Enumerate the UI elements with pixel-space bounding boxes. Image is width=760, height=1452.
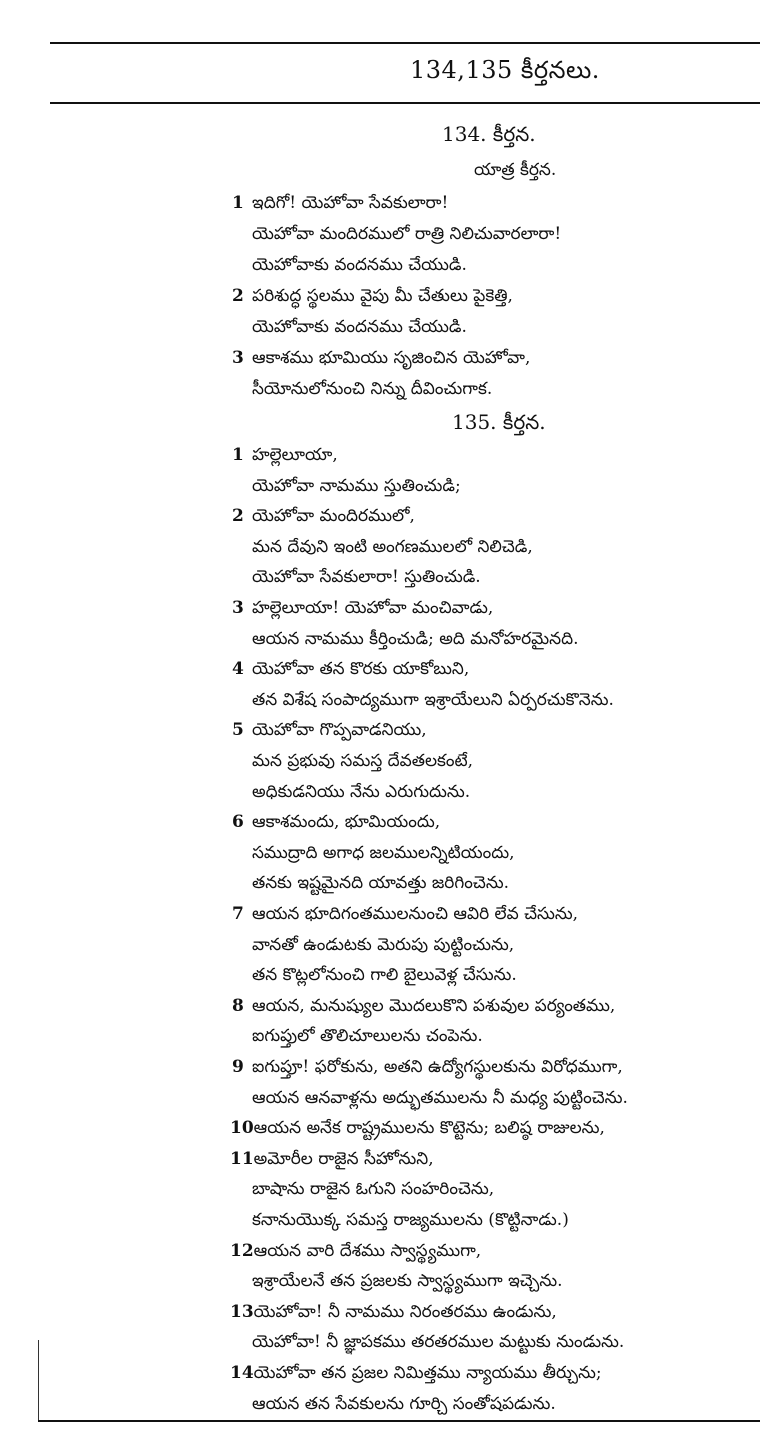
verse-number: 1 xyxy=(232,445,244,465)
header-rule xyxy=(50,102,760,104)
verse-line xyxy=(252,1087,628,1109)
verse-line xyxy=(232,444,338,466)
verse-number: 13 xyxy=(230,1301,254,1322)
verse-text: ఆయన భూదిగంతములనుంచి ఆవిరి లేవ చేసును, xyxy=(252,904,579,924)
verse-number: 1 xyxy=(232,193,244,213)
verse-text: యెహోవా నామము స్తుతించుడి; xyxy=(252,475,461,496)
verse-line xyxy=(252,781,470,803)
verse-line xyxy=(252,934,514,956)
verse-line xyxy=(252,254,467,276)
verse-line xyxy=(252,378,492,400)
verse-text: ఐగుప్తూ! ఫరోకును, అతని ఉద్యోగస్థులకును విరోధముగా, xyxy=(252,1057,623,1077)
verse-line xyxy=(252,223,561,245)
margin-line xyxy=(38,1340,39,1422)
verse-number: 7 xyxy=(232,904,244,924)
verse-text: ఆయన అనేక రాష్ట్రములను కొట్టెను; బలిష్ఠ రాజులను, xyxy=(253,1118,605,1139)
verse-line xyxy=(252,842,515,864)
verse-number: 5 xyxy=(232,720,244,741)
verse-text: సీయోనులోనుంచి నిన్ను దీవించుగాక. xyxy=(252,379,493,399)
psalm-135-heading: 135. కీర్తన. xyxy=(452,410,546,434)
verse-line xyxy=(232,903,578,925)
verse-line xyxy=(232,505,415,527)
verse-text: హల్లెలూయా! యెహోవా మంచివాడు, xyxy=(252,598,494,618)
verse-text: సముద్రాది అగాధ జలములన్నిటియందు, xyxy=(252,842,515,863)
verse-number: 11 xyxy=(230,1148,254,1169)
verse-text: ఐగుప్తులో తొలిచూలులను చంపెను. xyxy=(252,1026,483,1047)
verse-number: 3 xyxy=(232,348,244,368)
verse-line xyxy=(252,1270,563,1292)
verse-line xyxy=(232,285,513,307)
verse-number: 8 xyxy=(232,995,244,1016)
verse-line xyxy=(252,1025,483,1047)
verse-text: కనానుయొక్క సమస్త రాజ్యములను (కొట్టినాడు.) xyxy=(252,1210,569,1230)
verse-text: బాషాను రాజైన ఓగుని సంహరించెను, xyxy=(252,1179,495,1200)
verse-number: 12 xyxy=(230,1240,254,1261)
psalm-134-heading: 134. కీర్తన. xyxy=(442,122,536,146)
verse-text: హల్లెలూయా, xyxy=(252,445,338,465)
verse-number: 6 xyxy=(232,812,244,833)
verse-line xyxy=(252,872,509,894)
verse-line xyxy=(230,1301,557,1323)
verse-line xyxy=(252,1209,569,1231)
verse-text: ఆయన వారి దేశము స్వాస్థ్యముగా, xyxy=(253,1240,482,1261)
verse-line xyxy=(232,1056,623,1078)
verse-line xyxy=(232,347,530,369)
verse-number: 9 xyxy=(232,1057,244,1077)
verse-line xyxy=(252,1393,556,1415)
verse-line xyxy=(252,566,481,588)
verse-text: ఆకాశము భూమియు సృజించిన యెహోవా, xyxy=(252,348,531,368)
verse-line xyxy=(252,1178,494,1200)
verse-text: ఆయన ఆనవాళ్లను అద్భుతములను నీ మధ్య పుట్టించెను. xyxy=(252,1087,628,1108)
verse-text: యెహోవా! నీ జ్ఞాపకము తరతరముల మట్టుకు నుండును. xyxy=(252,1332,625,1353)
verse-line xyxy=(232,995,615,1017)
verse-text: అధికుడనియు నేను ఎరుగుదును. xyxy=(252,781,471,802)
verse-text: యెహోవా మందిరములో, xyxy=(252,506,415,527)
verse-text: తన కొట్లలోనుంచి గాలి బైలువెళ్ల చేసును. xyxy=(252,965,517,986)
verse-line xyxy=(252,628,578,650)
verse-number: 2 xyxy=(232,286,244,306)
bottom-rule xyxy=(38,1420,760,1422)
top-rule xyxy=(50,42,760,44)
verse-text: వానతో ఉండుటకు మెరుపు పుట్టించును, xyxy=(252,934,515,955)
verse-text: ఆయన, మనుష్యుల మొదలుకొని పశువుల పర్యంతము, xyxy=(252,995,616,1016)
verse-line xyxy=(252,1331,624,1353)
verse-line xyxy=(232,597,493,619)
verse-text: తన విశేష సంపాద్యముగా ఇశ్రాయేలుని ఏర్పరచుకొనెను. xyxy=(252,689,614,710)
verse-text: తనకు ఇష్టమైనది యావత్తు జరిగించెను. xyxy=(252,873,510,894)
verse-line xyxy=(252,475,461,497)
verse-number: 4 xyxy=(232,659,244,680)
running-header: 134,135 కీర్తనలు. xyxy=(410,56,600,84)
verse-text: యెహోవా తన ప్రజల నిమిత్తము న్యాయము తీర్చును; xyxy=(253,1363,602,1383)
verse-line xyxy=(252,536,533,558)
verse-line xyxy=(230,1240,481,1262)
verse-text: ఆకాశమందు, భూమియందు, xyxy=(252,812,441,833)
verse-text: యెహోవాకు వందనము చేయుడి. xyxy=(252,317,467,337)
verse-line xyxy=(230,1117,605,1139)
verse-text: ఆయన నామము కీర్తించుడి; అది మనోహరమైనది. xyxy=(252,628,579,649)
verse-text: ఇదిగో! యెహోవా సేవకులారా! xyxy=(252,193,449,213)
verse-line xyxy=(252,964,517,986)
psalm-134-subtitle: యాత్ర కీర్తన. xyxy=(474,160,557,180)
verse-number: 2 xyxy=(232,506,244,527)
verse-text: యెహోవా మందిరములో రాత్రి నిలిచువారలారా! xyxy=(252,224,562,244)
verse-number: 3 xyxy=(232,598,244,618)
verse-number: 10 xyxy=(230,1118,254,1139)
verse-text: యెహోవాకు వందనము చేయుడి. xyxy=(252,255,467,275)
verse-line xyxy=(252,316,467,338)
verse-line xyxy=(230,1148,434,1170)
verse-text: యెహోవా తన కొరకు యాకోబుని, xyxy=(252,659,470,680)
verse-line xyxy=(232,658,469,680)
verse-text: పరిశుద్ధ స్థలము వైపు మీ చేతులు పైకెత్తి, xyxy=(252,286,513,306)
verse-line xyxy=(232,192,448,214)
verse-text: యెహోవా గొప్పవాడనియు, xyxy=(252,720,427,741)
verse-line xyxy=(232,811,440,833)
verse-text: మన ప్రభువు సమస్త దేవతలకంటే, xyxy=(252,751,474,771)
verse-line xyxy=(252,689,614,711)
verse-line xyxy=(232,719,427,741)
verse-text: యెహోవా! నీ నామము నిరంతరము ఉండును, xyxy=(253,1301,557,1322)
verse-number: 14 xyxy=(230,1363,254,1383)
verse-text: ఇశ్రాయేలనే తన ప్రజలకు స్వాస్థ్యముగా ఇచ్చెను. xyxy=(252,1271,563,1292)
verse-line xyxy=(252,750,473,772)
verse-text: అమోరీల రాజైన సీహోనుని, xyxy=(253,1148,434,1169)
verse-text: ఆయన తన సేవకులను గూర్చి సంతోషపడును. xyxy=(252,1393,556,1414)
verse-line xyxy=(230,1362,602,1384)
verse-text: మన దేవుని ఇంటి అంగణములలో నిలిచెడి, xyxy=(252,536,533,557)
verse-text: యెహోవా సేవకులారా! స్తుతించుడి. xyxy=(252,567,481,588)
